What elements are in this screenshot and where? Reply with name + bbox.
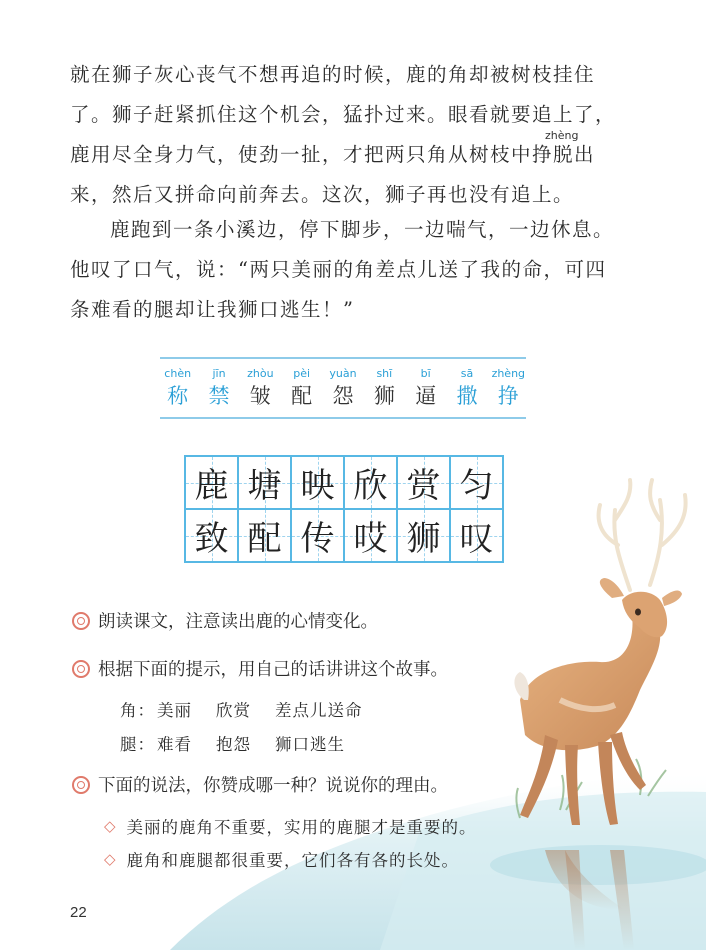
grid-cell bbox=[345, 510, 398, 563]
grid-cell bbox=[398, 457, 451, 510]
vocabulary-strip bbox=[160, 357, 526, 419]
exercise-bullet-icon bbox=[72, 776, 90, 794]
grid-cell bbox=[186, 457, 239, 510]
vocab-pinyin: bī bbox=[420, 367, 431, 380]
text-line: 他叹了口气，说：“两只美丽的角差点儿送了我的命，可四 bbox=[70, 258, 607, 281]
vocab-char: 称 bbox=[167, 384, 189, 408]
hint-word: 欣赏 bbox=[216, 701, 251, 720]
grid-cell bbox=[451, 457, 504, 510]
grid-cell bbox=[186, 510, 239, 563]
grid-cell bbox=[345, 457, 398, 510]
option-2 bbox=[104, 847, 459, 871]
vocab-pinyin: shī bbox=[376, 367, 393, 380]
page-number: 22 bbox=[70, 904, 87, 921]
vocab-word bbox=[367, 367, 402, 417]
grid-cell bbox=[292, 457, 345, 510]
vocab-pinyin: sā bbox=[460, 367, 474, 380]
vocab-pinyin: yuàn bbox=[329, 367, 357, 380]
grid-char: 映 bbox=[300, 466, 335, 506]
exercise-bullet-icon bbox=[72, 612, 90, 630]
text-line: 就在狮子灰心丧气不想再追的时候，鹿的角却被树枝挂住 bbox=[70, 63, 596, 86]
story-paragraph-2 bbox=[70, 210, 630, 330]
option-1 bbox=[104, 814, 477, 838]
option-text: 美丽的鹿角不重要，实用的鹿腿才是重要的。 bbox=[126, 818, 477, 837]
exercise-text: 根据下面的提示，用自己的话讲讲这个故事。 bbox=[98, 660, 448, 680]
vocab-char: 逼 bbox=[415, 384, 437, 408]
hint-key: 角： bbox=[120, 701, 155, 720]
hint-antler bbox=[120, 697, 387, 721]
vocab-word bbox=[201, 367, 236, 417]
hint-word: 抱怨 bbox=[216, 735, 251, 754]
text-line: 鹿跑到一条小溪边，停下脚步，一边喘气，一边休息。 bbox=[110, 218, 615, 241]
diamond-icon: ◇ bbox=[104, 817, 117, 835]
writing-grid bbox=[184, 455, 504, 563]
grid-char: 塘 bbox=[247, 466, 282, 506]
grid-cell bbox=[398, 510, 451, 563]
vocab-word bbox=[449, 367, 484, 417]
text-line: 了。狮子赶紧抓住这个机会，猛扑过来。眼看就要追上了， bbox=[70, 103, 617, 126]
vocab-word bbox=[325, 367, 360, 417]
vocab-pinyin: jīn bbox=[212, 367, 226, 380]
vocab-word bbox=[160, 367, 195, 417]
vocab-char: 狮 bbox=[373, 384, 395, 408]
grid-char: 致 bbox=[194, 519, 229, 559]
hint-word: 狮口逃生 bbox=[275, 735, 345, 754]
text-line: 条难看的腿却让我狮口逃生！” bbox=[70, 298, 355, 321]
vocab-char: 配 bbox=[291, 384, 313, 408]
grid-cell bbox=[239, 510, 292, 563]
hint-legs bbox=[120, 731, 369, 755]
vocab-word bbox=[284, 367, 319, 417]
vocab-char: 挣 bbox=[497, 384, 519, 408]
grid-char: 哎 bbox=[353, 519, 388, 559]
option-text: 鹿角和鹿腿都很重要，它们各有各的长处。 bbox=[126, 851, 460, 870]
hint-word: 难看 bbox=[157, 735, 192, 754]
hint-key: 腿： bbox=[120, 735, 155, 754]
exercise-1 bbox=[72, 608, 378, 633]
vocab-char: 皱 bbox=[249, 384, 271, 408]
text-line: 来，然后又拼命向前奔去。这次，狮子再也没有追上。 bbox=[70, 183, 575, 206]
grid-char: 欣 bbox=[353, 466, 388, 506]
vocab-word bbox=[491, 367, 526, 417]
grid-char: 配 bbox=[247, 519, 282, 559]
grid-char: 传 bbox=[300, 519, 335, 559]
vocab-pinyin: zhòu bbox=[247, 367, 274, 380]
vocab-char: 撒 bbox=[456, 384, 478, 408]
hint-word: 美丽 bbox=[157, 701, 192, 720]
vocab-pinyin: zhèng bbox=[491, 367, 526, 380]
grid-char: 赏 bbox=[406, 466, 441, 506]
vocab-pinyin: chèn bbox=[164, 367, 192, 380]
text-line: 鹿用尽全身力气，使劲一扯，才把两只角从树枝中挣脱出 bbox=[70, 143, 596, 166]
grid-char: 鹿 bbox=[194, 466, 229, 506]
exercise-3 bbox=[72, 772, 448, 797]
exercise-text: 下面的说法，你赞成哪一种？说说你的理由。 bbox=[98, 776, 448, 796]
grid-char: 狮 bbox=[406, 519, 441, 559]
diamond-icon: ◇ bbox=[104, 850, 117, 868]
vocab-word bbox=[243, 367, 278, 417]
grid-char: 匀 bbox=[459, 466, 494, 506]
grid-cell bbox=[292, 510, 345, 563]
exercise-2 bbox=[72, 656, 448, 681]
grid-cell bbox=[239, 457, 292, 510]
vocab-pinyin: pèi bbox=[293, 367, 311, 380]
exercise-text: 朗读课文，注意读出鹿的心情变化。 bbox=[98, 612, 378, 632]
grid-cell bbox=[451, 510, 504, 563]
hint-word: 差点儿送命 bbox=[275, 701, 363, 720]
exercise-bullet-icon bbox=[72, 660, 90, 678]
grid-char: 叹 bbox=[459, 519, 494, 559]
vocab-char: 禁 bbox=[208, 384, 230, 408]
pinyin-annotation: zhèng bbox=[545, 129, 579, 142]
vocab-char: 怨 bbox=[332, 384, 354, 408]
vocab-word bbox=[408, 367, 443, 417]
